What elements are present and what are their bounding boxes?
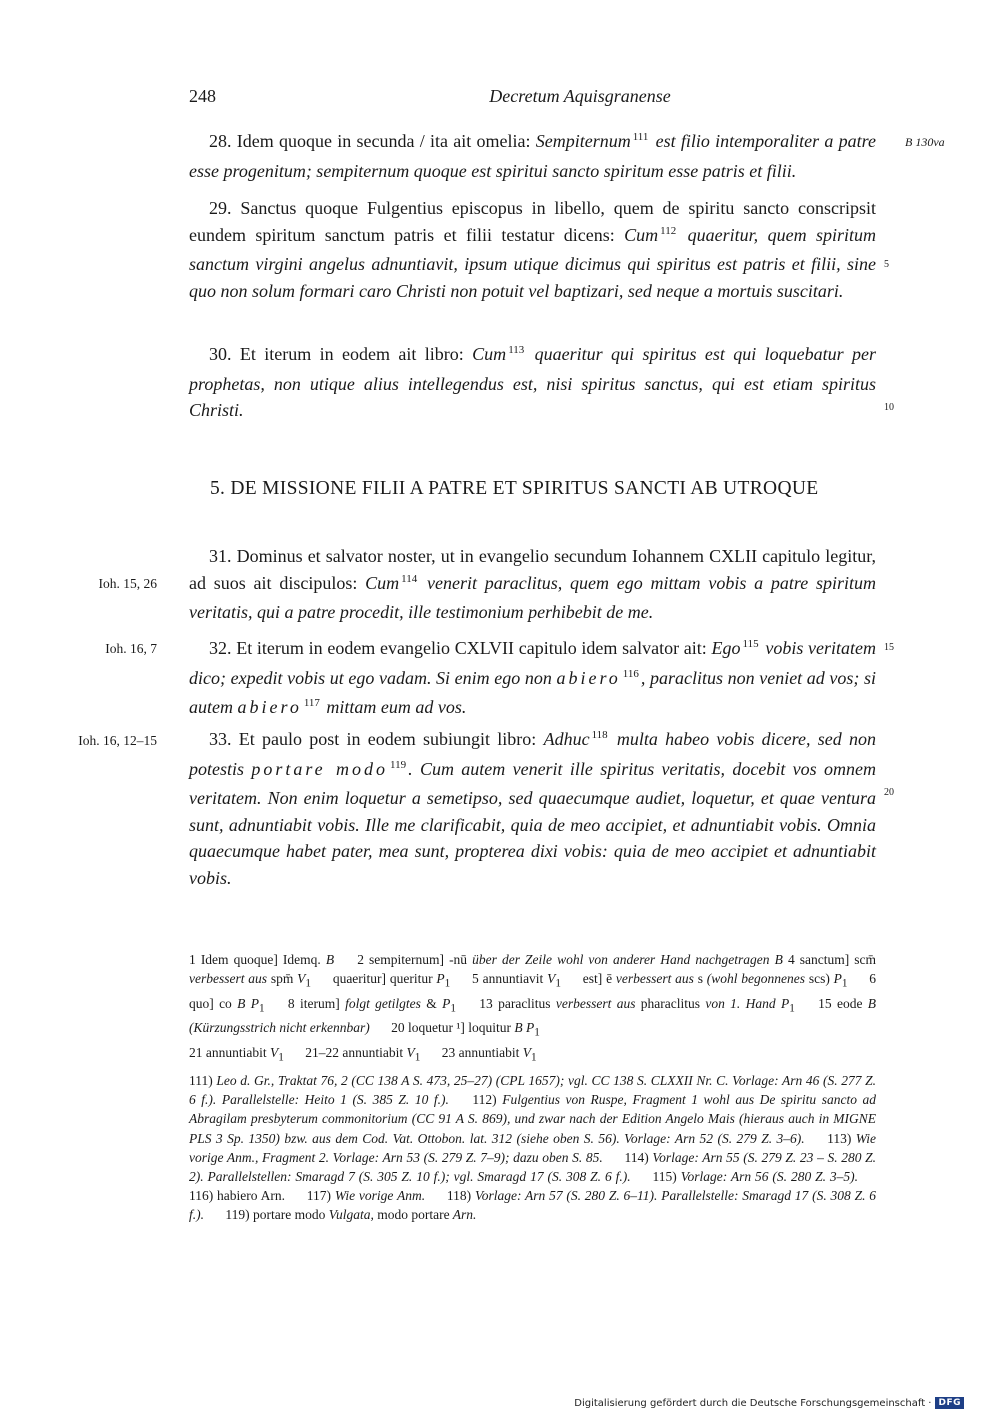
note-number: 119) portare modo — [225, 1207, 326, 1223]
footnote-ref-112: 112 — [660, 224, 677, 237]
manuscript-siglum: V — [547, 971, 556, 986]
siglum-index: 1 — [841, 977, 848, 990]
apparatus-entry: & — [426, 995, 437, 1011]
apparatus-entry: est] ē — [582, 971, 613, 986]
apparatus-note: folgt getilgtes — [345, 995, 421, 1011]
quote-incipit: Sempiternum — [535, 131, 631, 151]
note-number: 118) — [446, 1188, 472, 1204]
apparatus-entry: 4 sanctum] scm̄ — [787, 952, 877, 967]
section-title: 5. DE MISSIONE FILII A PATRE ET SPIRITUS SANCTI AB UTROQUE — [210, 478, 819, 499]
footnote-ref-113: 113 — [508, 344, 525, 356]
note-number: 114) — [624, 1149, 649, 1165]
page-number: 248 — [189, 86, 216, 106]
running-head: Decretum Aquisgranense — [489, 86, 671, 106]
funding-footer — [574, 1397, 964, 1409]
note-number: 112) — [472, 1092, 497, 1108]
bible-reference-32: Ioh. 16, 7 — [105, 641, 157, 656]
paragraph-intro: Idem quoque in secunda / ita ait omelia: — [236, 131, 531, 151]
apparatus-entry: 6 quo] co — [189, 971, 877, 1011]
apparatus-entry: 1 Idem quoque] Idemq. — [189, 952, 321, 967]
quotation: quaeritur, quem spiritum sanctum virgini angelus adnuntiavit, ipsum utique dicimus qui spiritus est patris et filii, sine quo non solum formari caro Christi non potuit vel baptizari, sed neque a mortuis suscitari. — [189, 224, 876, 301]
footnote-ref-114: 114 — [401, 572, 418, 585]
apparatus-entry: 13 paraclitus — [479, 995, 551, 1011]
apparatus-entry: 20 loquetur ¹] loquitur — [391, 1020, 512, 1036]
dfg-logo: DFG — [935, 1397, 964, 1409]
paragraph-29 — [189, 195, 876, 304]
quotation: mittam eum ad vos. — [326, 697, 467, 717]
paragraph-32 — [189, 635, 876, 724]
paragraph-number: 33. — [209, 729, 232, 749]
footnote-ref-118: 118 — [591, 729, 608, 741]
note-text: Arn. — [452, 1207, 477, 1223]
apparatus-entry: 21 annuntiabit — [189, 1045, 267, 1061]
note-text: Vulgata, — [328, 1207, 374, 1223]
siglum-index: 1 — [414, 1051, 421, 1064]
note-text: Leo d. Gr., Traktat 76, 2 (CC 138 A S. 473, 25–27) (CPL 1657); vgl. CC 138 S. CLXXII Nr. C. Vorlage: Arn 46 (S. 277 Z. 6 f.). Parallelstelle: Heito 1 (S. 385 Z. 10 f.). — [189, 1073, 877, 1108]
siglum-index: 1 — [258, 1002, 265, 1015]
note-text: Vorlage: Arn 55 (S. 279 Z. 23 – S. 280 Z. 2). Parallelstellen: Smaragd 7 (S. 305 Z. 10 f.); vgl. Smaragd 17 (S. 308 Z. 6 f.). — [189, 1149, 876, 1185]
apparatus-note: B — [325, 952, 335, 967]
siglum-index: 1 — [555, 977, 561, 990]
note-text: Wie vorige Anm. — [334, 1188, 426, 1204]
manuscript-siglum: B P — [514, 1020, 535, 1036]
quote-incipit: Cum — [624, 224, 659, 245]
siglum-index: 1 — [534, 1027, 540, 1040]
apparatus-entry: 5 annuntiavit — [472, 971, 544, 986]
note-number: 117) — [306, 1188, 332, 1204]
note-text: Vorlage: Arn 56 (S. 280 Z. 3–5). — [680, 1169, 859, 1185]
footnote-ref-115: 115 — [742, 638, 759, 650]
bible-reference-33: Ioh. 16, 12–15 — [78, 733, 157, 748]
manuscript-siglum: B P — [237, 995, 259, 1011]
apparatus-entry: scs) — [808, 971, 830, 986]
manuscript-siglum: P — [833, 971, 842, 986]
paragraph-intro: Et iterum in eodem evangelio CXLVII capitulo idem salvator ait: — [236, 638, 707, 658]
apparatus-entry: spm̄ — [270, 971, 294, 986]
apparatus-note: verbessert aus — [189, 971, 268, 986]
note-number: modo portare — [377, 1207, 450, 1223]
paragraph-number: 31. — [209, 546, 232, 566]
manuscript-siglum: V — [297, 971, 306, 986]
siglum-index: 1 — [531, 1051, 537, 1064]
spaced-word: abiero — [556, 667, 621, 688]
paragraph-number: 32. — [209, 638, 232, 658]
apparatus-entry: 21–22 annuntiabit — [305, 1045, 404, 1061]
paragraph-28 — [189, 128, 876, 184]
quotation: venerit paraclitus, quem ego mittam vobis a patre spiritum veritatis, qui a patre procedit, ille testimonium perhibebit de me. — [189, 572, 877, 622]
paragraph-intro: Et iterum in eodem ait libro: — [239, 344, 464, 364]
quotation: quaeritur qui spiritus est qui loquebatur per prophetas, non utique alius intellegendus est, nisi spiritus sanctus, qui est etiam spiritus Christi. — [189, 344, 877, 420]
quote-incipit: Adhuc — [543, 729, 590, 749]
apparatus-entry: s — [697, 971, 703, 986]
spaced-word: abiero — [237, 697, 302, 717]
paragraph-number: 29. — [209, 198, 232, 218]
siglum-index: 1 — [305, 977, 312, 990]
apparatus-note: über der Zeile wohl von anderer Hand nachgetragen B — [472, 952, 783, 967]
paragraph-intro: Dominus et salvator noster, ut in evangelio secundum Iohannem CXLII capitulo legitur, ad suos ait discipulos: — [189, 546, 876, 593]
spaced-word: portare modo — [251, 758, 389, 779]
apparatus-entry: 15 eode — [818, 995, 863, 1011]
quotation: vobis veritatem dico; expedit vobis ut ego vadam. Si enim ego non — [189, 638, 877, 688]
line-number-10: 10 — [884, 402, 894, 413]
siglum-index: 1 — [789, 1002, 795, 1015]
apparatus-note: (wohl begonnenes — [706, 971, 806, 986]
paragraph-number: 28. — [209, 131, 232, 151]
critical-apparatus — [189, 950, 876, 1068]
paragraph-number: 30. — [209, 344, 232, 364]
siglum-index: 1 — [444, 977, 451, 990]
manuscript-siglum: P — [780, 995, 790, 1011]
note-text: Vorlage: Arn 57 (S. 280 Z. 6–11). Parallelstelle: Smaragd 17 (S. 308 Z. 6 f.). — [189, 1188, 877, 1223]
apparatus-note: verbessert aus — [555, 995, 636, 1011]
paragraph-30 — [189, 341, 876, 424]
paragraph-intro: Sanctus quoque Fulgentius episcopus in libello, quem de spiritu sancto conscripsit eundem spiritum sanctum patris et filii testatur dicens: — [189, 198, 876, 245]
bible-reference-31: Ioh. 15, 26 — [98, 576, 157, 591]
quotation: multa habeo vobis dicere, sed non potestis — [189, 729, 877, 779]
quote-incipit: Cum — [365, 572, 400, 593]
source-notes — [189, 1071, 876, 1225]
apparatus-entry: pharaclitus — [640, 995, 701, 1011]
manuscript-siglum: P — [436, 971, 445, 986]
note-number: 115) — [652, 1169, 677, 1185]
note-text: Wie vorige Anm., Fragment 2. Vorlage: Arn 53 (S. 279 Z. 7–9); dazu oben S. 85. — [189, 1130, 877, 1165]
footnote-ref-119: 119 — [390, 758, 407, 771]
manuscript-siglum: V — [270, 1045, 279, 1061]
paragraph-31 — [189, 543, 876, 626]
manuscript-siglum: V — [406, 1045, 415, 1061]
line-number-5: 5 — [884, 259, 889, 270]
apparatus-note: von 1. Hand — [705, 995, 776, 1011]
quote-incipit: Ego — [711, 638, 741, 658]
siglum-index: 1 — [450, 1002, 456, 1015]
apparatus-entry: 8 iterum] — [287, 995, 340, 1011]
line-number-15: 15 — [884, 642, 894, 653]
footnote-ref-117: 117 — [303, 697, 320, 709]
apparatus-entry: 23 annuntiabit — [441, 1045, 520, 1061]
paragraph-intro: Et paulo post in eodem subiungit libro: — [238, 729, 537, 749]
quote-incipit: Cum — [472, 344, 507, 364]
quotation: , paraclitus non veniet ad vos; si autem — [189, 667, 876, 717]
note-text: Fulgentius von Ruspe, Fragment 1 wohl aus De spiritu sancto ad Abragilam presbyterum commonitorium (CC 91 A S. 869), und zwar nach der Edition Angelo Mais (hieraus auch in MIGNE PLS 3 Sp. 1350) bzw. aus dem Cod. Vat. Ottobon. lat. 312 (siehe oben S. 56). Vorlage: Arn 52 (S. 279 Z. 3–6). — [189, 1092, 877, 1146]
siglum-index: 1 — [278, 1051, 284, 1064]
apparatus-note: verbessert aus — [615, 971, 694, 986]
apparatus-note: B (Kürzungsstrich nicht erkennbar) — [189, 995, 877, 1036]
paragraph-33 — [189, 726, 876, 891]
manuscript-reference: B 130va — [905, 135, 945, 149]
note-number: 111) — [189, 1073, 213, 1088]
apparatus-entry: quaeritur] queritur — [332, 971, 433, 986]
apparatus-entry: 2 sempiternum] -nū — [357, 952, 468, 967]
manuscript-siglum: P — [442, 995, 451, 1011]
footnote-ref-111: 111 — [632, 131, 649, 143]
note-number: 113) — [827, 1130, 852, 1146]
note-number: 116) habiero Arn. — [189, 1188, 285, 1204]
footer-text: Digitalisierung gefördert durch die Deutsche Forschungsgemeinschaft · — [574, 1397, 932, 1409]
quotation: . Cum autem venerit ille spiritus veritatis, docebit vos omnem veritatem. Non enim loquetur a semetipso, sed quaecumque audiet, loquetur, et quae ventura sunt, adnuntiabit vobis. Ille me clarificabit, quia de meo accipiet, et adnuntiabit vobis. Omnia quaecumque habet pater, mea sunt, propterea dixi vobis: quia de meo accipiet et adnuntiabit vobis. — [189, 758, 876, 888]
manuscript-siglum: V — [522, 1045, 531, 1061]
quotation: est filio intemporaliter a patre esse progenitum; sempiternum quoque est spiritui sancto spiritum esse patris et filii. — [189, 131, 877, 181]
footnote-ref-116: 116 — [622, 667, 639, 680]
line-number-20: 20 — [884, 787, 894, 798]
